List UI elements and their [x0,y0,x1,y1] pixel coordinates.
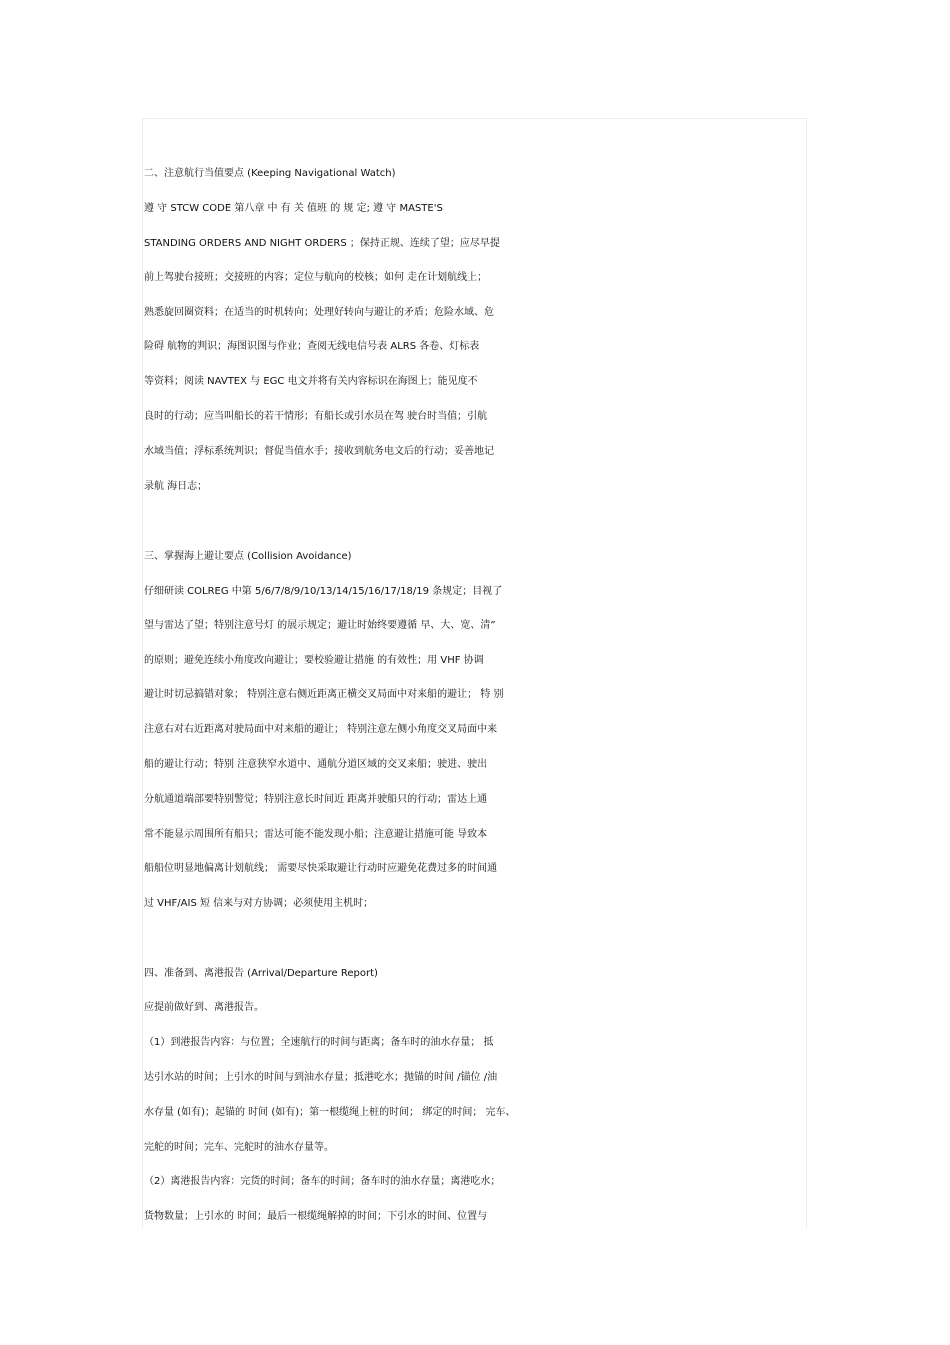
section-4-heading: 四、准备到、离港报告 (Arrival/Departure Report) [144,968,378,979]
text-line: 避让时切忌搞错对象； 特别注意右侧近距离正横交叉局面中对来船的避让； 特 别 [144,689,504,700]
text-line: 险碍 航物的判识；海图识图与作业；查阅无线电信号表 ALRS 各卷、灯标表 [144,341,480,352]
text-line: 分航通道端部要特别警觉；特别注意长时间近 距离并驶船只的行动；雷达上通 [144,794,488,805]
text-line: （2）离港报告内容：完货的时间；备车的时间；备车时的油水存量；离港吃水； [144,1176,501,1187]
text-line: 遵 守 STCW CODE 第八章 中 有 关 值班 的 规 定; 遵 守 MASTE'S [144,203,443,214]
text-line: 应提前做好到、离港报告。 [144,1002,264,1013]
text-line: 过 VHF/AIS 短 信来与对方协调；必须使用主机时； [144,898,374,909]
text-line: 熟悉旋回圈资料；在适当的时机转向；处理好转向与避让的矛盾；危险水域、危 [144,307,494,318]
text-line: STANDING ORDERS AND NIGHT ORDERS ；保持正规、连续了望；应尽早提 [144,238,500,249]
text-line: 水存量 (如有)；起锚的 时间 (如有)；第一根缆绳上桩的时间； 绑定的时间； 完车、 [144,1107,516,1118]
text-line: 录航 海日志； [144,481,208,492]
text-line: 前上驾驶台接班；交接班的内容；定位与航向的校核；如何 走在计划航线上； [144,272,488,283]
text-line: 良时的行动；应当叫船长的若干情形；有船长或引水员在驾 驶台时当值；引航 [144,411,488,422]
text-line: 等资料；阅读 NAVTEX 与 EGC 电文并将有关内容标识在海图上；能见度不 [144,376,478,387]
text-line: 货物数量；上引水的 时间；最后一根缆绳解掉的时间；下引水的时间、位置与 [144,1211,488,1222]
text-line: 船船位明显地偏离计划航线； 需要尽快采取避让行动时应避免花费过多的时间通 [144,863,498,874]
text-line: 常不能显示周围所有船只；雷达可能不能发现小船；注意避让措施可能 导致本 [144,829,488,840]
text-line: 船的避让行动；特别 注意狭窄水道中、通航分道区域的交叉来船；驶进、驶出 [144,759,488,770]
text-line: 望与雷达了望；特别注意号灯 的展示规定；避让时始终要遵循 早、大、宽、清” [144,620,496,631]
section-3-heading: 三、掌握海上避让要点 (Collision Avoidance) [144,551,352,562]
text-line: 达引水站的时间；上引水的时间与到油水存量；抵港吃水；抛锚的时间 /锚位 /油 [144,1072,498,1083]
section-2-heading: 二、注意航行当值要点 (Keeping Navigational Watch) [144,168,396,179]
text-line: 的原则；避免连续小角度改向避让；要校验避让措施 的有效性；用 VHF 协调 [144,655,484,666]
text-line: （1）到港报告内容：与位置；全速航行的时间与距离；备车时的油水存量； 抵 [144,1037,494,1048]
text-line: 注意右对右近距离对驶局面中对来船的避让； 特别注意左侧小角度交叉局面中来 [144,724,498,735]
text-line: 水域当值；浮标系统判识；督促当值水手；接收到航务电文后的行动；妥善地记 [144,446,494,457]
text-line: 仔细研读 COLREG 中第 5/6/7/8/9/10/13/14/15/16/17/18/19 条规定；目视了 [144,586,503,597]
text-line: 完舵的时间；完车、完舵时的油水存量等。 [144,1142,334,1153]
